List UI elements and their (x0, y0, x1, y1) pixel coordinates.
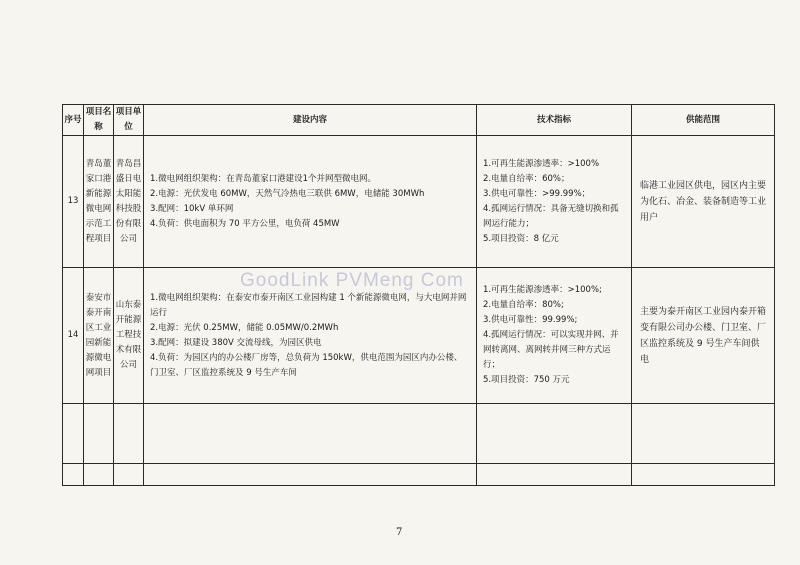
header-content: 建设内容 (144, 105, 477, 136)
content-line: 2.电源：光伏 0.25MW，储能 0.05MW/0.2MWh (150, 322, 339, 333)
row-scope: 临港工业园区供电，园区内主要为化石、冶金、装备制造等工业用户 (632, 136, 775, 268)
page-number: 7 (396, 527, 403, 538)
tech-line: 5.项目投资：8 亿元 (483, 233, 559, 244)
row-project-name: 青岛董家口港新能源微电网示范工程项目 (84, 136, 114, 268)
faded-show-through-row (63, 464, 775, 486)
faded-cell (84, 404, 114, 464)
tech-line: 3.供电可靠性：99.99%; (483, 315, 578, 325)
faded-cell (144, 404, 477, 464)
project-table (62, 104, 775, 486)
row-project-name: 泰安市泰开南区工业园新能源微电网项目 (84, 268, 114, 404)
row-no: 13 (63, 136, 84, 268)
header-tech: 技术指标 (477, 105, 632, 136)
faded-cell (63, 464, 84, 486)
faded-cell (632, 464, 775, 486)
tech-line: 4.孤网运行情况：具备无缝切换和孤网运行能力； (483, 203, 619, 229)
content-line: 3.配网：拟建设 380V 交流母线，为园区供电 (150, 337, 322, 348)
content-line: 4.负荷：供电面积为 70 平方公里，电负荷 45MW (150, 218, 340, 229)
faded-cell (477, 404, 632, 464)
tech-line: 5.项目投资：750 万元 (483, 375, 570, 385)
tech-line: 3.供电可靠性：>99.99%； (483, 188, 591, 199)
faded-cell (144, 464, 477, 486)
faded-cell (114, 404, 144, 464)
table-header-row (63, 105, 775, 136)
header-name: 项目名称 (84, 105, 114, 136)
tech-line: 2.电量自给率：80%; (483, 300, 564, 310)
tech-line: 4.孤网运行情况：可以实现并网、并网转离网、离网转并网三种方式运行； (483, 330, 619, 370)
tech-line: 2.电量自给率：60%； (483, 173, 570, 184)
row-project-unit: 青岛昌盛日电太阳能科技股份有限公司 (114, 136, 144, 268)
content-line: 1.微电网组织架构：在青岛董家口港建设1个并网型微电网。 (150, 173, 377, 184)
header-unit: 项目单位 (114, 105, 144, 136)
row-project-unit: 山东泰开能源工程技术有限公司 (114, 268, 144, 404)
tech-line: 1.可再生能源渗透率：>100%; (483, 285, 602, 295)
content-line: 4.负荷：为园区内的办公楼厂房等，总负荷为 150kW，供电范围为园区内办公楼、门卫室、厂区监控系统及 9 号生产车间 (150, 352, 463, 378)
faded-cell (477, 464, 632, 486)
header-scope: 供能范围 (632, 105, 775, 136)
faded-cell (84, 464, 114, 486)
content-line: 2.电源：光伏发电 60MW，天然气冷热电三联供 6MW，电储能 30MWh (150, 188, 425, 199)
content-line: 3.配网：10kV 单环网 (150, 203, 234, 214)
row-scope: 主要为泰开南区工业园内泰开箱变有限公司办公楼、门卫室、厂区监控系统及 9 号生产车间供电 (632, 268, 775, 404)
faded-show-through-row (63, 404, 775, 464)
faded-cell (632, 404, 775, 464)
watermark: GoodLink PVMeng Com (240, 270, 464, 291)
header-no: 序号 (63, 105, 84, 136)
faded-cell (63, 404, 84, 464)
row-tech-cell (477, 136, 632, 268)
row-tech-cell (477, 268, 632, 404)
row-no: 14 (63, 268, 84, 404)
table-row (63, 136, 775, 268)
row-content-cell (144, 136, 477, 268)
tech-line: 1.可再生能源渗透率：>100% (483, 158, 600, 169)
content-line: 1.微电网组织架构：在泰安市泰开南区工业园构建 1 个新能源微电网，与大电网并网运行 (150, 292, 467, 318)
faded-cell (114, 464, 144, 486)
